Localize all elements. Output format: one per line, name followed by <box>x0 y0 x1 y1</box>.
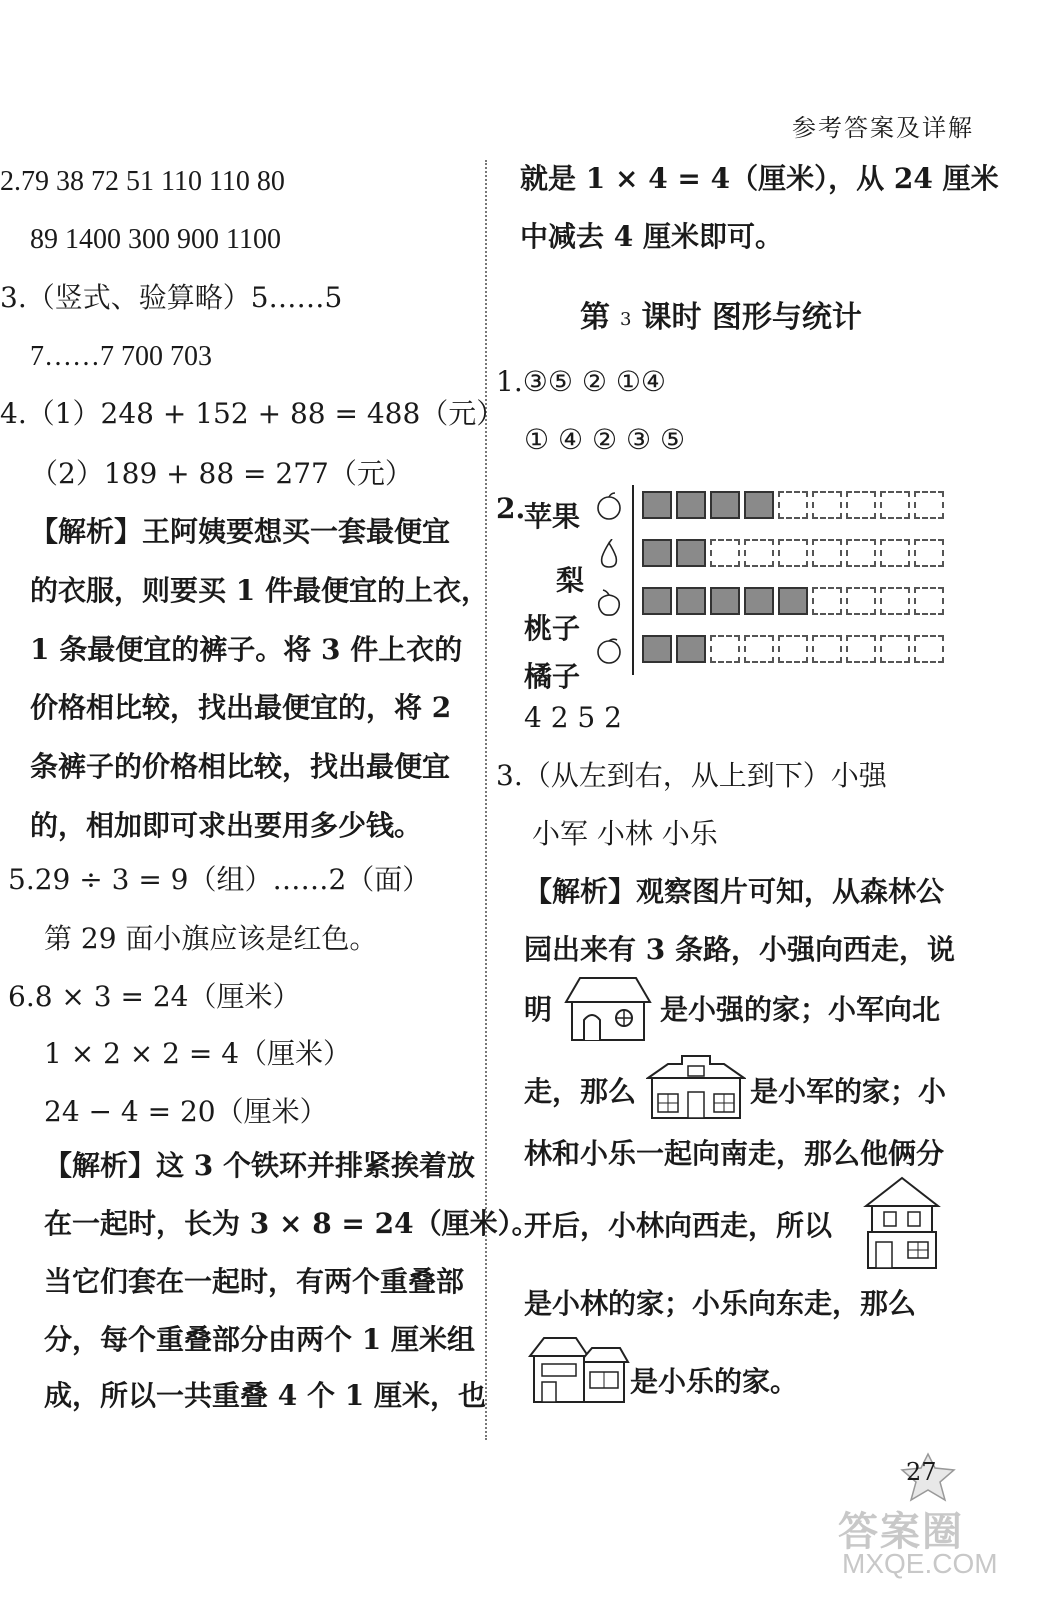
r-q3-analysis2: 园出来有 3 条路，小强向西走，说 <box>524 933 955 966</box>
chart-label-2: 桃子 <box>524 612 581 645</box>
q5-line2: 第 29 面小旗应该是红色。 <box>44 922 378 955</box>
empty-cell <box>914 587 944 615</box>
q3-line2: 7……7 700 703 <box>30 341 212 372</box>
filled-cell <box>676 491 706 519</box>
empty-cell <box>710 635 740 663</box>
page-number: 27 <box>906 1458 937 1486</box>
r-q3-analysis4a: 走，那么 <box>524 1075 637 1108</box>
r-q3-analysis7: 是小林的家；小乐向东走，那么 <box>524 1287 917 1320</box>
empty-cell <box>778 491 808 519</box>
filled-cell <box>744 491 774 519</box>
empty-cell <box>812 635 842 663</box>
empty-cell <box>846 587 876 615</box>
filled-cell <box>642 635 672 663</box>
empty-cell <box>778 635 808 663</box>
lesson-number: 3 <box>620 308 632 330</box>
lesson-title <box>580 292 862 336</box>
r-q3-analysis4b: 是小军的家；小 <box>750 1075 947 1108</box>
q2-line1: 2.79 38 72 51 110 110 80 <box>0 166 285 197</box>
q4-analysis-4: 条裤子的价格相比较，找出最便宜 <box>30 750 451 783</box>
r-q3-analysis3b: 是小强的家；小军向北 <box>660 993 941 1026</box>
filled-cell <box>676 587 706 615</box>
watermark-logo: 答案圈 <box>838 1508 964 1555</box>
xiaojun-house-icon <box>646 1052 746 1122</box>
q6-analysis-3: 分，每个重叠部分由两个 1 厘米组 <box>44 1323 475 1356</box>
r-q1-line1: 1.③⑤ ② ①④ <box>496 365 667 398</box>
lesson-title-a: 第 <box>580 300 610 335</box>
empty-cell <box>710 539 740 567</box>
q4-analysis-1: 的衣服，则要买 1 件最便宜的上衣， <box>30 574 489 607</box>
fruit-bar-chart <box>520 485 940 693</box>
chart-label-1: 梨 <box>556 564 585 597</box>
empty-cell <box>846 635 876 663</box>
xiaoqiang-house-icon <box>562 972 654 1044</box>
filled-cell <box>744 587 774 615</box>
page-number-badge <box>898 1452 958 1502</box>
cont-line1: 就是 1 × 4 = 4（厘米），从 24 厘米 <box>520 162 999 195</box>
cont-line2: 中减去 4 厘米即可。 <box>520 220 783 253</box>
q6-line2: 1 × 2 × 2 = 4（厘米） <box>44 1037 352 1070</box>
chart-row-1 <box>642 539 944 567</box>
empty-cell <box>812 587 842 615</box>
q4-analysis-3: 价格相比较，找出最便宜的，将 2 <box>30 691 452 724</box>
q6-analysis-0: 【解析】这 3 个铁环并排紧挨着放 <box>44 1149 475 1182</box>
empty-cell <box>880 539 910 567</box>
chart-row-0 <box>642 491 944 519</box>
empty-cell <box>744 635 774 663</box>
q4-line2: （2）189 + 88 = 277（元） <box>30 457 413 490</box>
q6-analysis-4: 成，所以一共重叠 4 个 1 厘米，也 <box>44 1379 486 1412</box>
peach-icon <box>594 587 624 617</box>
filled-cell <box>642 587 672 615</box>
r-q3-analysis8: 是小乐的家。 <box>630 1365 799 1398</box>
empty-cell <box>744 539 774 567</box>
q4-line1: 4.（1）248 + 152 + 88 = 488（元） <box>0 397 505 430</box>
column-divider <box>485 160 487 1440</box>
empty-cell <box>812 539 842 567</box>
empty-cell <box>914 491 944 519</box>
r-q3-analysis3a: 明 <box>524 993 553 1026</box>
r-q2-answer: 4 2 5 2 <box>524 701 622 734</box>
r-q3-analysis5: 林和小乐一起向南走，那么他俩分 <box>524 1137 945 1170</box>
empty-cell <box>812 491 842 519</box>
empty-cell <box>914 539 944 567</box>
chart-label-0: 苹果 <box>524 500 581 533</box>
r-q3-analysis1: 【解析】观察图片可知，从森林公 <box>524 875 945 908</box>
empty-cell <box>914 635 944 663</box>
chart-axis <box>632 485 634 675</box>
q5-line1: 5.29 ÷ 3 = 9（组）……2（面） <box>8 863 431 896</box>
q6-analysis-1: 在一起时，长为 3 × 8 = 24（厘米）。 <box>44 1207 540 1240</box>
filled-cell <box>778 587 808 615</box>
chart-row-2 <box>642 587 944 615</box>
xiaole-house-icon <box>528 1332 630 1406</box>
r-q1-line2: ① ④ ② ③ ⑤ <box>524 423 686 456</box>
r-q3-analysis6: 开后，小林向西走，所以 <box>524 1209 833 1242</box>
filled-cell <box>642 539 672 567</box>
empty-cell <box>846 539 876 567</box>
running-header: 参考答案及详解 <box>792 114 974 142</box>
empty-cell <box>880 491 910 519</box>
q4-analysis-2: 1 条最便宜的裤子。将 3 件上衣的 <box>30 633 463 666</box>
filled-cell <box>642 491 672 519</box>
orange-icon <box>594 635 624 665</box>
q6-analysis-2: 当它们套在一起时，有两个重叠部 <box>44 1265 465 1298</box>
filled-cell <box>676 539 706 567</box>
watermark-url: MXQE.COM <box>842 1548 998 1579</box>
chart-label-3: 橘子 <box>524 660 581 693</box>
empty-cell <box>880 587 910 615</box>
lesson-title-b: 课时 图形与统计 <box>641 300 862 335</box>
pear-icon <box>594 539 624 569</box>
r-q3-line1: 3.（从左到右，从上到下）小强 <box>496 759 887 792</box>
empty-cell <box>880 635 910 663</box>
q3-line1: 3.（竖式、验算略）5……5 <box>0 281 343 314</box>
empty-cell <box>846 491 876 519</box>
q2-line2: 89 1400 300 900 1100 <box>30 224 281 255</box>
q6-line3: 24 − 4 = 20（厘米） <box>44 1095 328 1128</box>
r-q3-line2: 小军 小林 小乐 <box>532 817 718 850</box>
xiaolin-house-icon <box>860 1172 944 1272</box>
filled-cell <box>710 491 740 519</box>
apple-icon <box>594 491 624 521</box>
r-q2-prefix: 2. <box>496 492 526 525</box>
q6-line1: 6.8 × 3 = 24（厘米） <box>8 980 301 1013</box>
chart-row-3 <box>642 635 944 663</box>
filled-cell <box>710 587 740 615</box>
empty-cell <box>778 539 808 567</box>
q4-analysis-0: 【解析】王阿姨要想买一套最便宜 <box>30 515 451 548</box>
filled-cell <box>676 635 706 663</box>
q4-analysis-5: 的，相加即可求出要用多少钱。 <box>30 809 423 842</box>
